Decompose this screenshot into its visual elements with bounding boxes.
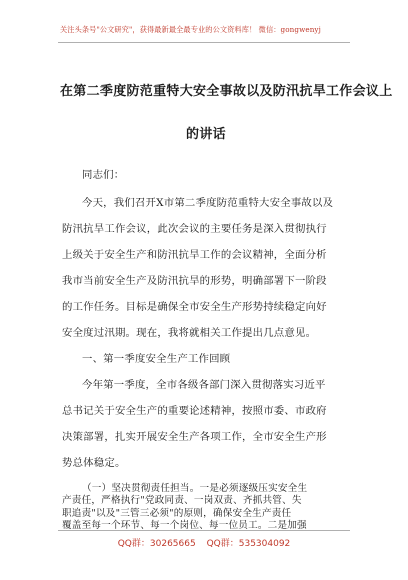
body-line: 产责任，严格执行"党政同责、一岗双责、齐抓共管、失 [62,495,302,507]
footer-qq-group-2: QQ群：535304092 [206,539,291,549]
footer-qq-group-1: QQ群：30265665 [117,539,196,549]
body-line: 上级关于安全生产和防汛抗旱工作的会议精神，全面分析 [62,249,327,261]
body-line: 决策部署，扎实开展安全生产各项工作，全市安全生产形 [62,431,327,443]
salutation: 同志们： [82,169,125,181]
body-line: 安全度过汛期。现在，我将就相关工作提出几点意见。 [62,327,317,339]
body-line: 势总体稳定。 [62,457,126,469]
body-line: 的工作任务。目标是确保全市安全生产形势持续稳定向好 [62,301,327,313]
body-line: 防汛抗旱工作会议，此次会议的主要任务是深入贯彻执行 [62,223,327,235]
header-divider [58,42,350,43]
subsection-line: （一）坚决贯彻责任担当。一是必须逐级压实安全生 [82,483,308,494]
body-line: 今天，我们召开X市第二季度防范重特大安全事故以及 [82,197,334,209]
document-title: 在第二季度防范重特大安全事故以及防汛抗旱工作会议上 [60,84,393,99]
section-heading: 一、第一季度安全生产工作回顾 [82,353,231,365]
header-banner: 关注头条号"公文研究"，获得最新最全最专业的公文资料库！ 微信：gongwenyj [60,25,321,34]
body-line: 今年第一季度，全市各级各部门深入贯彻落实习近平 [82,379,326,391]
footer [0,536,408,549]
body-line: 覆盖至每一个环节、每一个岗位、每一位员工。二是加强 [62,520,307,532]
body-line: 职追责"以及"三管三必须"的原则，确保安全生产责任 [62,507,292,519]
body-line: 我市当前安全生产及防汛抗旱的形势，明确部署下一阶段 [62,275,327,287]
document-title-continued: 的讲话 [186,127,226,142]
body-line: 总书记关于安全生产的重要论述精神，按照市委、市政府 [62,405,327,417]
